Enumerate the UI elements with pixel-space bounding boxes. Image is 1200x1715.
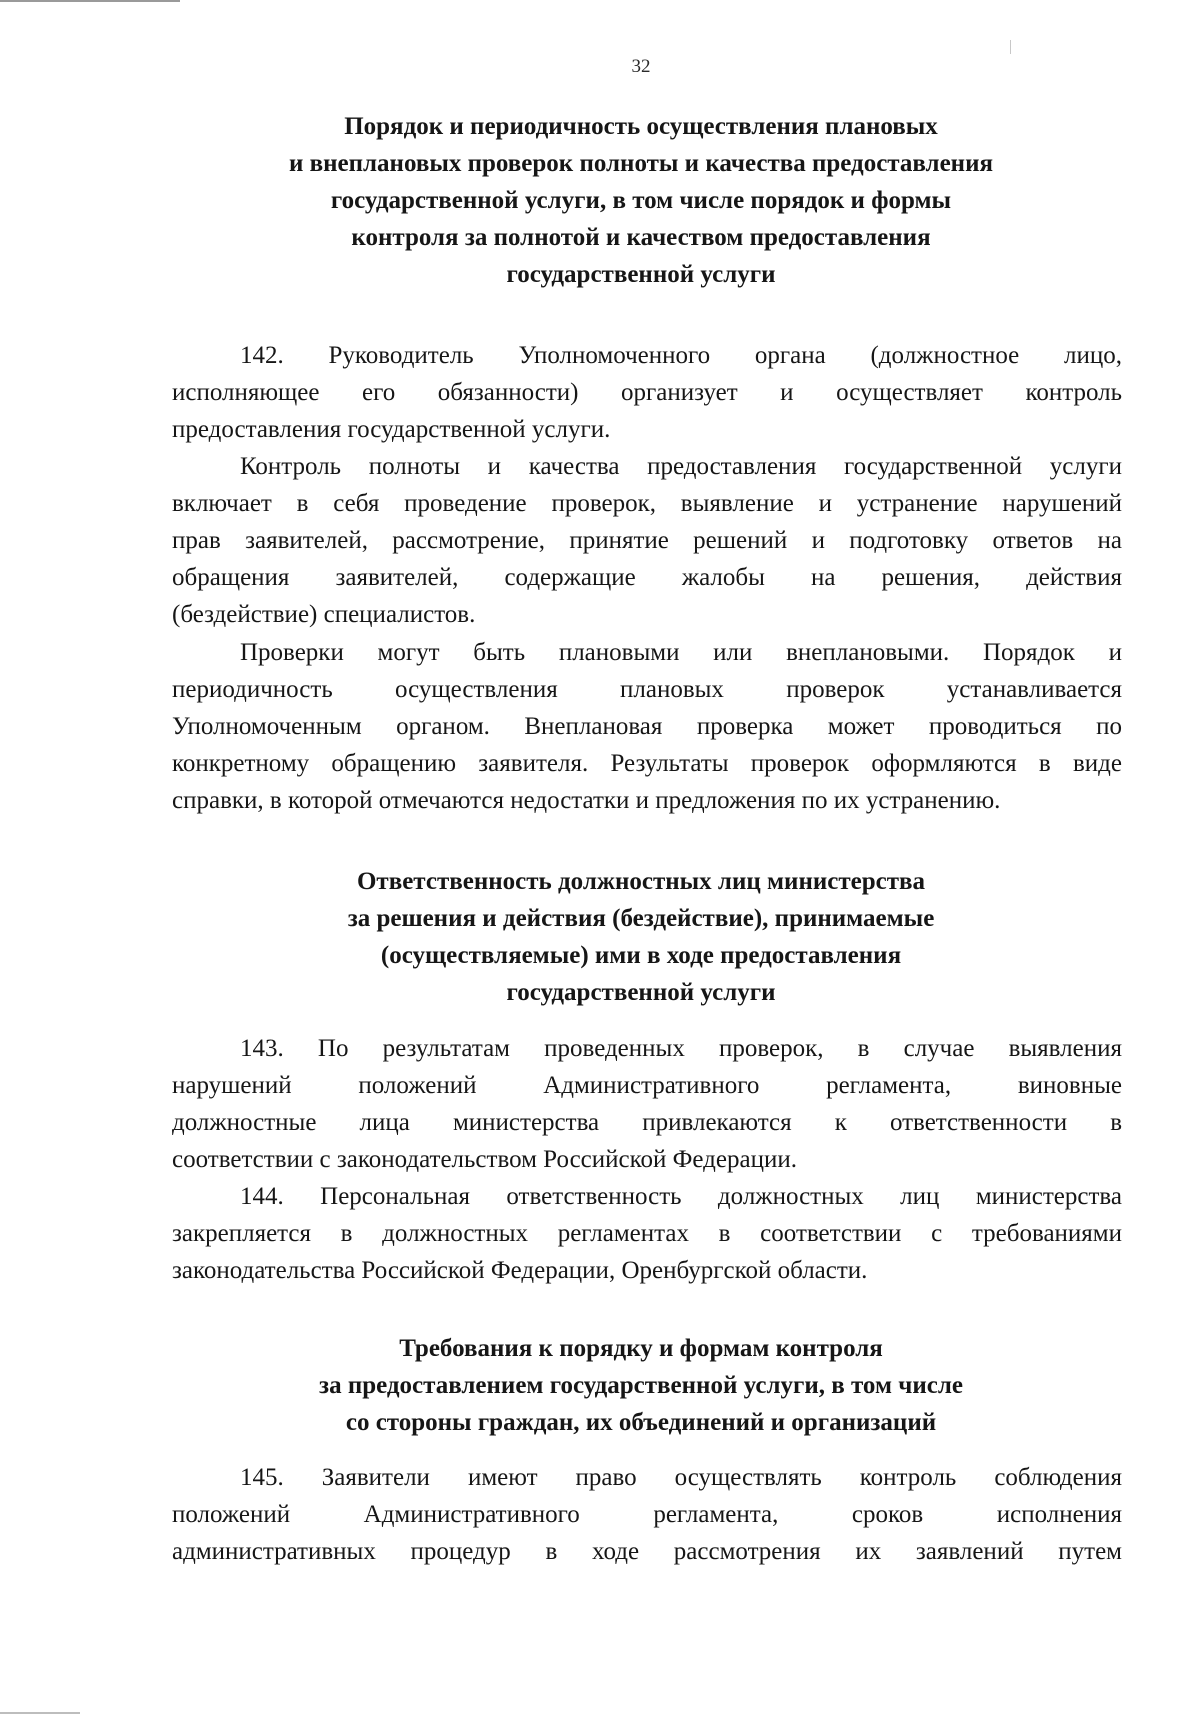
paragraph-142	[172, 337, 1122, 448]
section-heading-citizen-control	[160, 1330, 1122, 1441]
text-line: положений Административного регламента, сроков исполнения	[172, 1501, 1122, 1528]
text-line: (бездействие) специалистов.	[172, 601, 476, 628]
heading-line: за предоставлением государственной услуги, в том числе	[319, 1372, 963, 1399]
page-number: 32	[631, 56, 651, 77]
text-line: исполняющее его обязанности) организует и осуществляет контроль	[172, 379, 1122, 406]
text-line: закрепляется в должностных регламентах в соответствии с требованиями	[172, 1220, 1122, 1247]
text-line: 143. По результатам проведенных проверок, в случае выявления	[240, 1035, 1122, 1062]
heading-line: государственной услуги	[506, 979, 776, 1006]
heading-line: контроля за полнотой и качеством предоставления	[351, 224, 931, 251]
text-line: 142. Руководитель Уполномоченного органа (должностное лицо,	[240, 342, 1122, 369]
section-heading-responsibility	[160, 863, 1122, 1011]
scan-edge-mark	[1010, 40, 1011, 54]
text-line: нарушений положений Административного регламента, виновные	[172, 1072, 1122, 1099]
text-line: периодичность осуществления плановых проверок устанавливается	[172, 676, 1122, 703]
heading-line: и внеплановых проверок полноты и качества предоставления	[288, 150, 994, 177]
heading-line: государственной услуги	[506, 261, 776, 288]
text-line: должностные лица министерства привлекаются к ответственности в	[172, 1109, 1122, 1136]
scan-edge-mark	[0, 1712, 80, 1714]
paragraph-145	[172, 1459, 1122, 1570]
text-line: соответствии с законодательством Российской Федерации.	[172, 1146, 797, 1173]
text-line: включает в себя проведение проверок, выявление и устранение нарушений	[172, 490, 1122, 517]
text-line: Проверки могут быть плановыми или внеплановыми. Порядок и	[240, 639, 1122, 666]
heading-line: за решения и действия (бездействие), принимаемые	[347, 905, 935, 932]
text-line: справки, в которой отмечаются недостатки и предложения по их устранению.	[172, 787, 1001, 814]
text-line: предоставления государственной услуги.	[172, 416, 611, 443]
paragraph-143	[172, 1030, 1122, 1178]
text-line: конкретному обращению заявителя. Результаты проверок оформляются в виде	[172, 750, 1122, 777]
heading-line: Требования к порядку и формам контроля	[399, 1335, 883, 1362]
heading-line: Ответственность должностных лиц министерства	[356, 868, 926, 895]
heading-line: Порядок и периодичность осуществления плановых	[344, 113, 938, 140]
text-line: Уполномоченным органом. Внеплановая проверка может проводиться по	[172, 713, 1122, 740]
text-line: 145. Заявители имеют право осуществлять контроль соблюдения	[240, 1464, 1122, 1491]
text-line: Контроль полноты и качества предоставления государственной услуги	[240, 453, 1122, 480]
text-line: законодательства Российской Федерации, Оренбургской области.	[172, 1257, 868, 1284]
heading-line: государственной услуги, в том числе порядок и формы	[330, 187, 952, 214]
heading-line: (осуществляемые) ими в ходе предоставления	[380, 942, 902, 969]
text-line: прав заявителей, рассмотрение, принятие решений и подготовку ответов на	[172, 527, 1122, 554]
paragraph-control-scope	[172, 448, 1122, 633]
section-heading-control-procedure	[160, 108, 1122, 293]
heading-line: со стороны граждан, их объединений и организаций	[345, 1409, 937, 1436]
scan-edge-mark	[0, 0, 180, 2]
text-line: обращения заявителей, содержащие жалобы на решения, действия	[172, 564, 1122, 591]
paragraph-inspections	[172, 634, 1122, 819]
text-line: административных процедур в ходе рассмотрения их заявлений путем	[172, 1538, 1122, 1565]
paragraph-144	[172, 1178, 1122, 1289]
text-line: 144. Персональная ответственность должностных лиц министерства	[240, 1183, 1122, 1210]
